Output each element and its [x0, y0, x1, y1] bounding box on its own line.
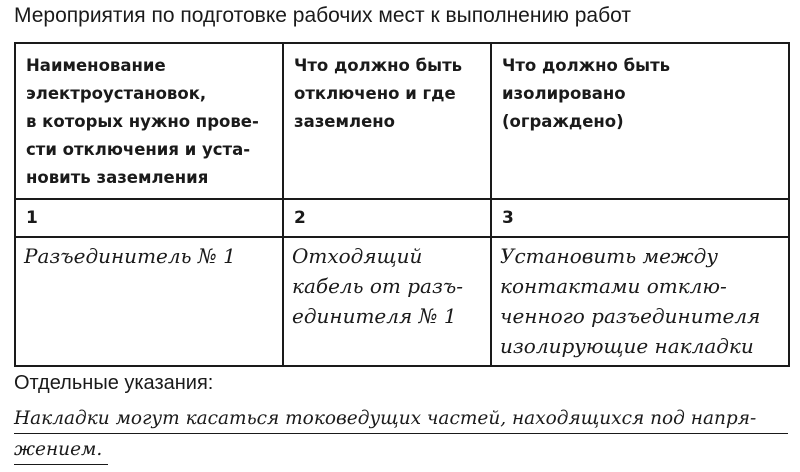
handwritten-line: Разъединитель № 1 [24, 244, 236, 268]
header-cell-installations [15, 43, 283, 199]
header-line: Что должно быть [294, 56, 463, 75]
header-line: новить заземления [26, 168, 209, 187]
header-line: (ограждено) [502, 112, 624, 131]
notes-text [14, 403, 788, 465]
notes-label: Отдельные указания: [14, 372, 214, 394]
handwritten-line: Отходящий [292, 244, 423, 268]
column-number: 3 [491, 199, 789, 237]
header-line: Наименование [26, 56, 166, 75]
handwritten-line: единителя № 1 [292, 304, 457, 328]
notes-line: жением. [14, 434, 108, 465]
handwritten-line: кабель от разъ- [292, 274, 463, 298]
header-line: электроустановок, [26, 84, 207, 103]
header-line: отключено и где [294, 84, 456, 103]
cell-disconnected [283, 237, 491, 366]
handwritten-line: изолирующие накладки [500, 334, 754, 358]
cell-installation [15, 237, 283, 366]
notes-line: Накладки могут касаться токоведущих частей, находящихся под напря- [14, 403, 788, 434]
header-row [15, 43, 789, 199]
column-number: 2 [283, 199, 491, 237]
handwritten-line: контактами отклю- [500, 274, 727, 298]
column-number: 1 [15, 199, 283, 237]
header-line: Что должно быть [502, 56, 671, 75]
work-preparation-table [14, 42, 790, 367]
form-title: Мероприятия по подготовке рабочих мест к выполнению работ [14, 4, 631, 27]
handwritten-line: ченного разъединителя [500, 304, 761, 328]
header-cell-disconnected-grounded [283, 43, 491, 199]
cell-insulated [491, 237, 789, 366]
header-line: в которых нужно прове- [26, 112, 259, 131]
header-cell-insulated-fenced [491, 43, 789, 199]
header-line: изолировано [502, 84, 626, 103]
table-row [15, 237, 789, 366]
header-line: заземлено [294, 112, 395, 131]
column-number-row [15, 199, 789, 237]
handwritten-line: Установить между [500, 244, 718, 268]
header-line: сти отключения и уста- [26, 140, 251, 159]
